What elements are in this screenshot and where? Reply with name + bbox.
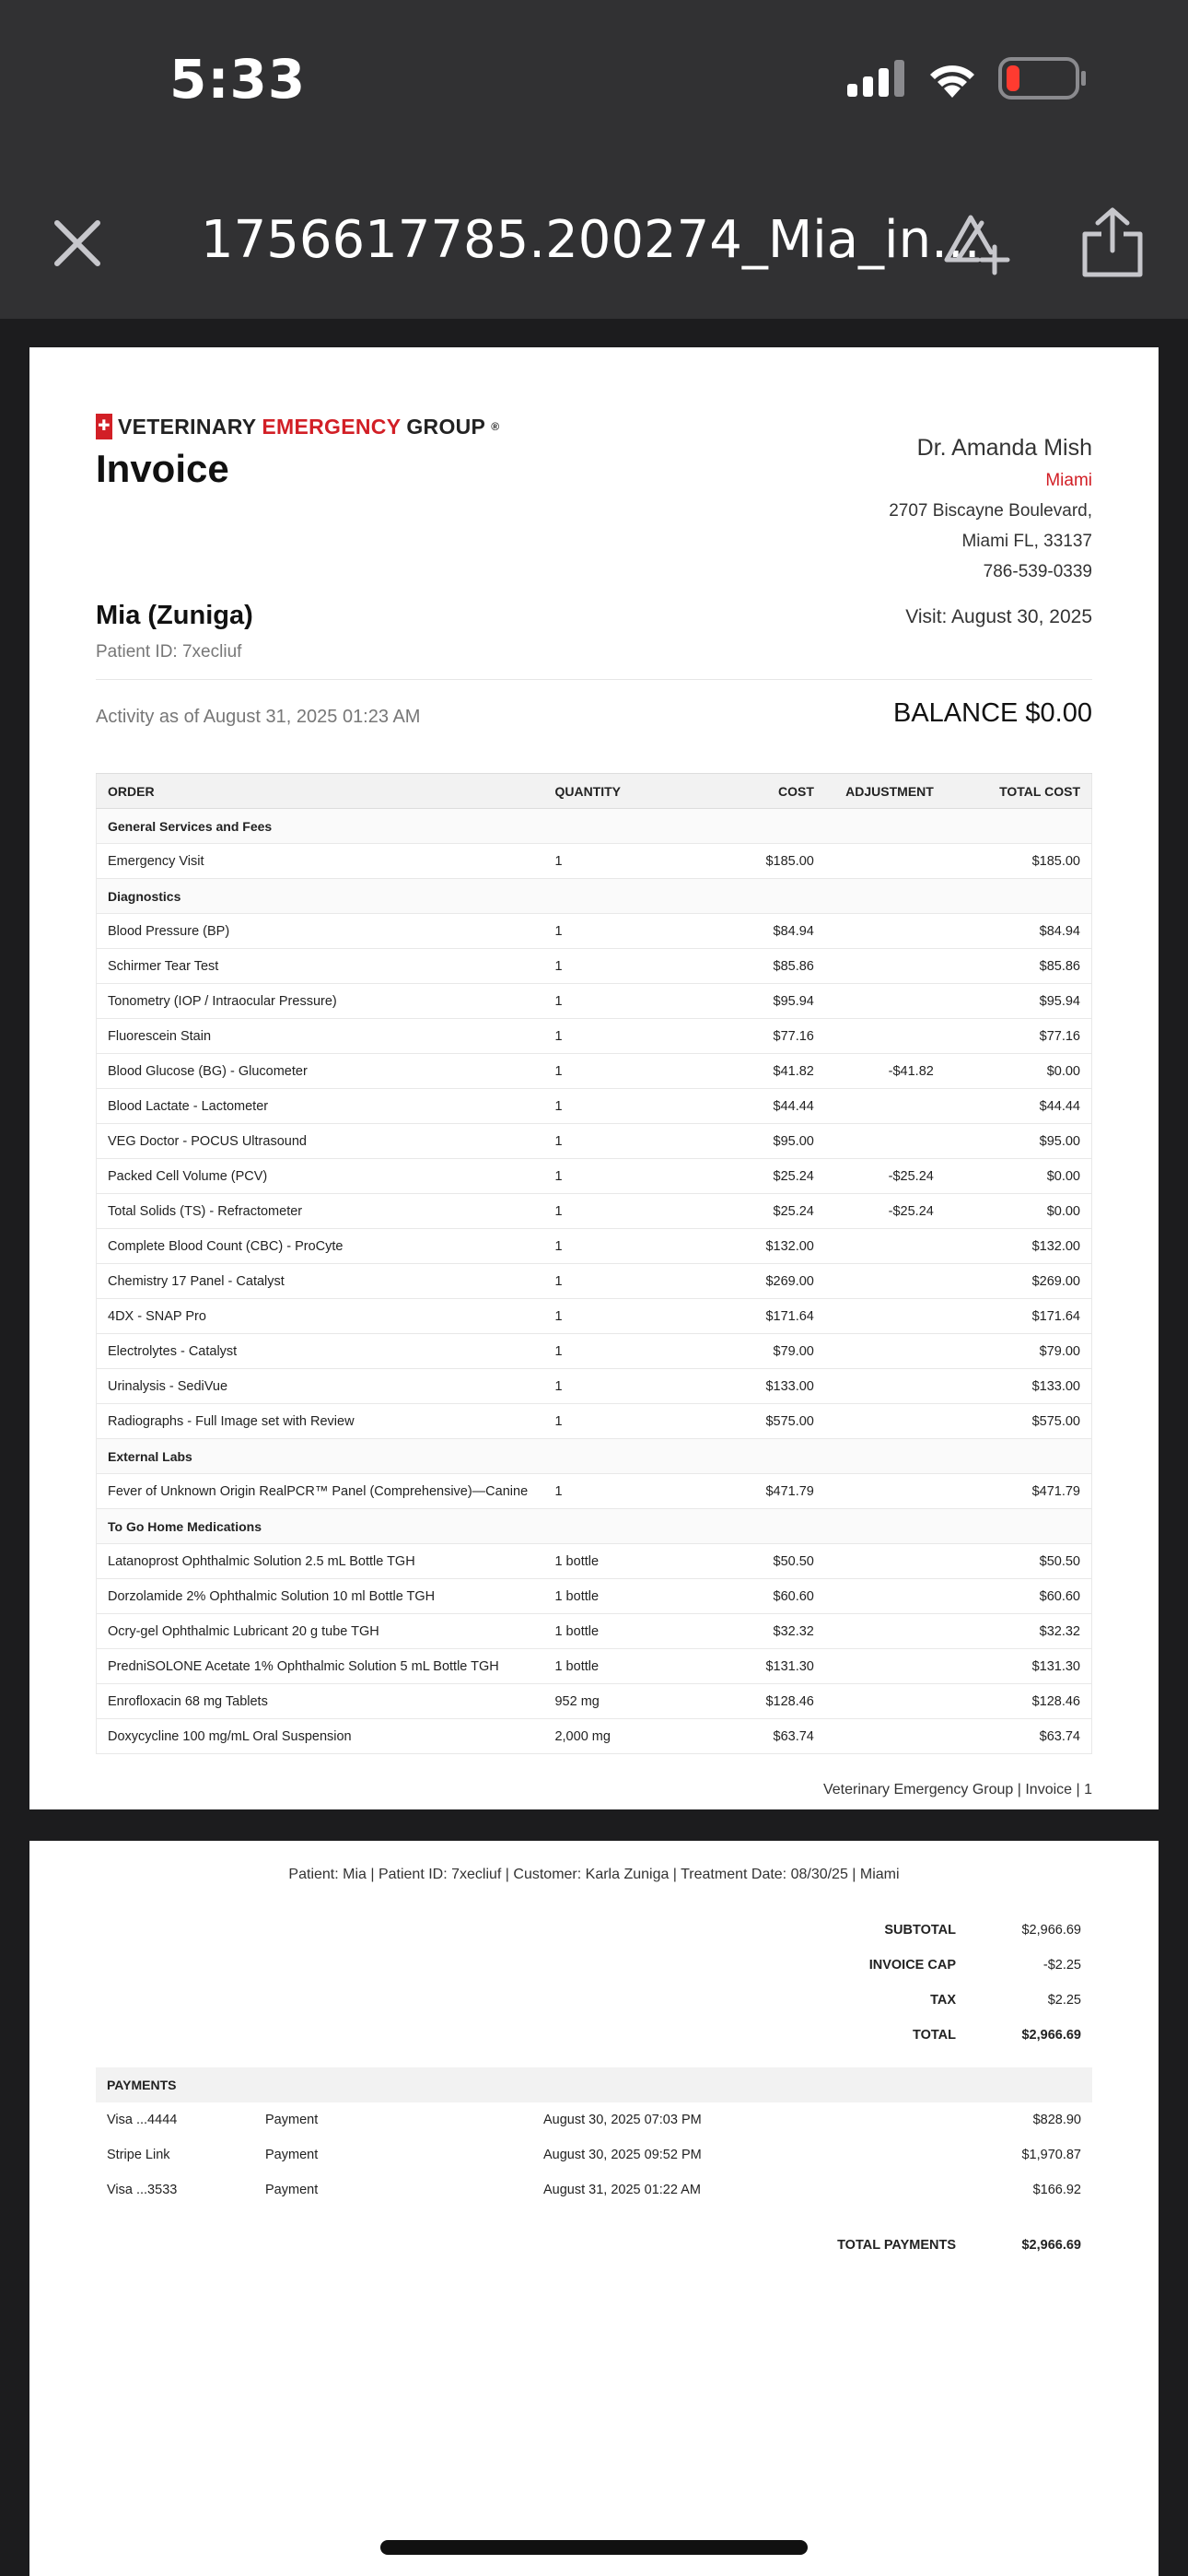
line-item-name: Electrolytes - Catalyst [97, 1334, 544, 1369]
line-item-name: Blood Glucose (BG) - Glucometer [97, 1054, 544, 1089]
invoice-cap-row [724, 1948, 1092, 1983]
payment-type: Payment [265, 2148, 319, 2162]
line-item-cost: $575.00 [696, 1404, 825, 1439]
line-item-adjustment [825, 1089, 945, 1124]
payment-date: August 31, 2025 01:22 AM [543, 2183, 701, 2197]
table-row [97, 1194, 1092, 1229]
line-item-adjustment [825, 1369, 945, 1404]
table-row [97, 1719, 1092, 1754]
subtotal-label: SUBTOTAL [884, 1923, 956, 1938]
payment-amount: $1,970.87 [1021, 2148, 1081, 2162]
line-item-name: Tonometry (IOP / Intraocular Pressure) [97, 984, 544, 1019]
line-item-total: $133.00 [945, 1369, 1092, 1404]
logo-word-group: GROUP [406, 414, 486, 439]
patient-name: Mia (Zuniga) [96, 601, 253, 630]
battery-low-icon [998, 57, 1087, 100]
invoice-title: Invoice [96, 447, 229, 490]
category-row [97, 1509, 1092, 1544]
category-label: External Labs [97, 1439, 1092, 1474]
line-item-cost: $44.44 [696, 1089, 825, 1124]
line-item-quantity: 1 [543, 1124, 696, 1159]
close-icon[interactable] [48, 214, 107, 273]
payment-row [96, 2137, 1092, 2172]
category-label: General Services and Fees [97, 809, 1092, 844]
line-item-quantity: 1 bottle [543, 1544, 696, 1579]
line-item-adjustment [825, 914, 945, 949]
payment-type: Payment [265, 2183, 319, 2197]
clinic-phone: 786-539-0339 [983, 562, 1092, 581]
table-row [97, 1229, 1092, 1264]
table-row [97, 1089, 1092, 1124]
divider [96, 679, 1092, 680]
line-item-total: $0.00 [945, 1054, 1092, 1089]
page-2-header: Patient: Mia | Patient ID: 7xecliuf | Customer: Karla Zuniga | Treatment Date: 08/30/25 | Miami [288, 1867, 900, 1882]
line-item-quantity: 1 [543, 1054, 696, 1089]
line-item-total: $95.94 [945, 984, 1092, 1019]
table-row [97, 1404, 1092, 1439]
col-total-cost: TOTAL COST [945, 774, 1092, 809]
line-item-cost: $128.46 [696, 1684, 825, 1719]
status-bar [0, 0, 1188, 175]
total-row [724, 2018, 1092, 2053]
tax-row [724, 1983, 1092, 2018]
total-label: TOTAL [913, 2028, 956, 2043]
table-row [97, 1544, 1092, 1579]
line-item-cost: $50.50 [696, 1544, 825, 1579]
payment-type: Payment [265, 2113, 319, 2127]
col-order: ORDER [97, 774, 544, 809]
line-item-adjustment [825, 949, 945, 984]
line-item-cost: $95.94 [696, 984, 825, 1019]
table-row [97, 844, 1092, 879]
invoice-cap-label: INVOICE CAP [868, 1958, 956, 1973]
line-item-quantity: 1 bottle [543, 1579, 696, 1614]
line-item-quantity: 1 bottle [543, 1649, 696, 1684]
line-item-adjustment [825, 1544, 945, 1579]
line-item-total: $132.00 [945, 1229, 1092, 1264]
clinic-location: Miami [1045, 471, 1092, 490]
line-item-cost: $185.00 [696, 844, 825, 879]
line-item-cost: $85.86 [696, 949, 825, 984]
payments-header: PAYMENTS [96, 2067, 1092, 2102]
line-item-name: Latanoprost Ophthalmic Solution 2.5 mL Bottle TGH [97, 1544, 544, 1579]
line-item-name: Total Solids (TS) - Refractometer [97, 1194, 544, 1229]
line-item-quantity: 1 [543, 1369, 696, 1404]
line-item-cost: $95.00 [696, 1124, 825, 1159]
line-item-adjustment [825, 844, 945, 879]
line-item-adjustment: -$41.82 [825, 1054, 945, 1089]
line-item-adjustment [825, 1334, 945, 1369]
table-row [97, 1264, 1092, 1299]
line-item-quantity: 1 [543, 984, 696, 1019]
line-item-quantity: 1 [543, 1334, 696, 1369]
line-item-total: $131.30 [945, 1649, 1092, 1684]
line-item-quantity: 1 [543, 1089, 696, 1124]
line-item-total: $44.44 [945, 1089, 1092, 1124]
payment-date: August 30, 2025 09:52 PM [543, 2148, 702, 2162]
category-row [97, 1439, 1092, 1474]
line-item-adjustment [825, 1614, 945, 1649]
line-item-adjustment: -$25.24 [825, 1194, 945, 1229]
line-item-quantity: 1 [543, 1474, 696, 1509]
table-row [97, 914, 1092, 949]
share-icon[interactable] [1079, 206, 1146, 278]
invoice-page-2 [29, 1841, 1159, 2576]
page-footer: Veterinary Emergency Group | Invoice | 1 [822, 1782, 1092, 1797]
category-label: Diagnostics [97, 879, 1092, 914]
status-icons [847, 57, 1087, 100]
line-item-total: $128.46 [945, 1684, 1092, 1719]
line-item-name: Dorzolamide 2% Ophthalmic Solution 10 ml Bottle TGH [97, 1579, 544, 1614]
line-item-total: $50.50 [945, 1544, 1092, 1579]
line-item-adjustment [825, 1299, 945, 1334]
line-item-name: Urinalysis - SediVue [97, 1369, 544, 1404]
veg-logo: ✚ VETERINARY EMERGENCY GROUP ® [96, 414, 499, 439]
table-row [97, 1369, 1092, 1404]
line-item-name: PredniSOLONE Acetate 1% Ophthalmic Solution 5 mL Bottle TGH [97, 1649, 544, 1684]
line-item-total: $471.79 [945, 1474, 1092, 1509]
totals-summary [724, 1913, 1092, 2053]
total-payments-row [807, 2228, 1092, 2263]
line-item-name: Enrofloxacin 68 mg Tablets [97, 1684, 544, 1719]
line-item-total: $60.60 [945, 1579, 1092, 1614]
table-row [97, 1474, 1092, 1509]
payment-amount: $166.92 [1032, 2183, 1081, 2197]
line-item-name: Schirmer Tear Test [97, 949, 544, 984]
line-item-quantity: 1 bottle [543, 1614, 696, 1649]
line-item-total: $79.00 [945, 1334, 1092, 1369]
line-item-cost: $131.30 [696, 1649, 825, 1684]
line-item-adjustment [825, 1404, 945, 1439]
payments-list [96, 2102, 1092, 2207]
payment-amount: $828.90 [1032, 2113, 1081, 2127]
payment-row [96, 2172, 1092, 2207]
logo-word-emergency: EMERGENCY [262, 414, 402, 439]
line-item-total: $84.94 [945, 914, 1092, 949]
total-payments-label: TOTAL PAYMENTS [837, 2238, 956, 2253]
line-item-name: Ocry-gel Ophthalmic Lubricant 20 g tube TGH [97, 1614, 544, 1649]
line-item-name: Doxycycline 100 mg/mL Oral Suspension [97, 1719, 544, 1754]
table-row [97, 1649, 1092, 1684]
line-item-total: $0.00 [945, 1194, 1092, 1229]
line-item-quantity: 952 mg [543, 1684, 696, 1719]
payment-row [96, 2102, 1092, 2137]
wifi-icon [926, 59, 978, 98]
line-item-total: $85.86 [945, 949, 1092, 984]
line-item-total: $269.00 [945, 1264, 1092, 1299]
clinic-address-line2: Miami FL, 33137 [961, 532, 1092, 551]
table-row [97, 949, 1092, 984]
line-item-adjustment [825, 1649, 945, 1684]
category-row [97, 809, 1092, 844]
line-item-adjustment [825, 1264, 945, 1299]
line-item-cost: $32.32 [696, 1614, 825, 1649]
line-item-quantity: 1 [543, 1159, 696, 1194]
table-row [97, 1019, 1092, 1054]
table-row [97, 1299, 1092, 1334]
table-row [97, 984, 1092, 1019]
line-item-cost: $132.00 [696, 1229, 825, 1264]
line-item-cost: $133.00 [696, 1369, 825, 1404]
line-item-name: Fever of Unknown Origin RealPCR™ Panel (Comprehensive)—Canine [97, 1474, 544, 1509]
table-row [97, 1334, 1092, 1369]
line-item-quantity: 2,000 mg [543, 1719, 696, 1754]
line-item-adjustment [825, 1579, 945, 1614]
line-item-quantity: 1 [543, 1264, 696, 1299]
line-item-adjustment [825, 1124, 945, 1159]
line-item-cost: $471.79 [696, 1474, 825, 1509]
document-nav-bar [0, 175, 1188, 319]
line-item-quantity: 1 [543, 1404, 696, 1439]
subtotal-value: $2,966.69 [1021, 1923, 1081, 1938]
line-item-name: Complete Blood Count (CBC) - ProCyte [97, 1229, 544, 1264]
orders-table [96, 773, 1092, 1754]
line-item-cost: $25.24 [696, 1194, 825, 1229]
line-item-quantity: 1 [543, 949, 696, 984]
category-label: To Go Home Medications [97, 1509, 1092, 1544]
line-item-adjustment [825, 984, 945, 1019]
line-item-name: Blood Pressure (BP) [97, 914, 544, 949]
visit-date: Visit: August 30, 2025 [905, 606, 1092, 627]
cellular-signal-icon [847, 60, 906, 97]
line-item-quantity: 1 [543, 1299, 696, 1334]
status-time: 5:33 [169, 48, 307, 111]
line-item-adjustment [825, 1474, 945, 1509]
tax-value: $2.25 [1047, 1993, 1081, 2008]
line-item-cost: $25.24 [696, 1159, 825, 1194]
balance: BALANCE $0.00 [892, 698, 1092, 728]
payment-method: Visa ...3533 [107, 2183, 178, 2197]
line-item-total: $32.32 [945, 1614, 1092, 1649]
line-item-name: Chemistry 17 Panel - Catalyst [97, 1264, 544, 1299]
line-item-adjustment [825, 1684, 945, 1719]
payment-date: August 30, 2025 07:03 PM [543, 2113, 702, 2127]
line-item-name: Radiographs - Full Image set with Review [97, 1404, 544, 1439]
orders-header-row [97, 774, 1092, 809]
line-item-quantity: 1 [543, 844, 696, 879]
doctor-name: Dr. Amanda Mish [916, 435, 1092, 461]
line-item-cost: $60.60 [696, 1579, 825, 1614]
patient-id: Patient ID: 7xecliuf [96, 642, 242, 662]
line-item-cost: $79.00 [696, 1334, 825, 1369]
line-item-total: $77.16 [945, 1019, 1092, 1054]
line-item-cost: $77.16 [696, 1019, 825, 1054]
line-item-total: $95.00 [945, 1124, 1092, 1159]
tax-label: TAX [930, 1993, 956, 2008]
line-item-cost: $269.00 [696, 1264, 825, 1299]
line-item-adjustment [825, 1719, 945, 1754]
table-row [97, 1614, 1092, 1649]
payment-method: Stripe Link [107, 2148, 170, 2162]
table-row [97, 1684, 1092, 1719]
line-item-cost: $171.64 [696, 1299, 825, 1334]
line-item-adjustment [825, 1229, 945, 1264]
line-item-name: Blood Lactate - Lactometer [97, 1089, 544, 1124]
table-row [97, 1159, 1092, 1194]
line-item-name: Fluorescein Stain [97, 1019, 544, 1054]
payment-method: Visa ...4444 [107, 2113, 178, 2127]
table-row [97, 1054, 1092, 1089]
activity-timestamp: Activity as of August 31, 2025 01:23 AM [96, 707, 421, 727]
category-row [97, 879, 1092, 914]
line-item-adjustment [825, 1019, 945, 1054]
line-item-total: $575.00 [945, 1404, 1092, 1439]
line-item-cost: $63.74 [696, 1719, 825, 1754]
clinic-info [889, 430, 1092, 587]
line-item-total: $63.74 [945, 1719, 1092, 1754]
line-item-cost: $41.82 [696, 1054, 825, 1089]
subtotal-row [724, 1913, 1092, 1948]
line-item-quantity: 1 [543, 1229, 696, 1264]
invoice-page-1 [29, 347, 1159, 1809]
col-adjustment: ADJUSTMENT [825, 774, 945, 809]
line-item-name: Emergency Visit [97, 844, 544, 879]
col-cost: COST [696, 774, 825, 809]
line-item-total: $171.64 [945, 1299, 1092, 1334]
clinic-address-line1: 2707 Biscayne Boulevard, [889, 501, 1092, 521]
line-item-name: VEG Doctor - POCUS Ultrasound [97, 1124, 544, 1159]
total-payments-value: $2,966.69 [1021, 2238, 1081, 2253]
line-item-total: $0.00 [945, 1159, 1092, 1194]
document-title: 1756617785.200274_Mia_in... [201, 210, 981, 270]
line-item-adjustment: -$25.24 [825, 1159, 945, 1194]
table-row [97, 1579, 1092, 1614]
line-item-quantity: 1 [543, 1194, 696, 1229]
invoice-cap-value: -$2.25 [1042, 1958, 1081, 1973]
table-row [97, 1124, 1092, 1159]
home-indicator[interactable] [380, 2540, 808, 2555]
line-item-quantity: 1 [543, 1019, 696, 1054]
line-item-cost: $84.94 [696, 914, 825, 949]
line-item-total: $185.00 [945, 844, 1092, 879]
total-value: $2,966.69 [1021, 2028, 1081, 2043]
line-item-name: 4DX - SNAP Pro [97, 1299, 544, 1334]
line-item-name: Packed Cell Volume (PCV) [97, 1159, 544, 1194]
col-quantity: QUANTITY [543, 774, 696, 809]
logo-cross-icon: ✚ [96, 414, 112, 439]
markup-icon[interactable] [943, 210, 1009, 276]
logo-word-veterinary: VETERINARY [118, 414, 257, 439]
line-item-quantity: 1 [543, 914, 696, 949]
